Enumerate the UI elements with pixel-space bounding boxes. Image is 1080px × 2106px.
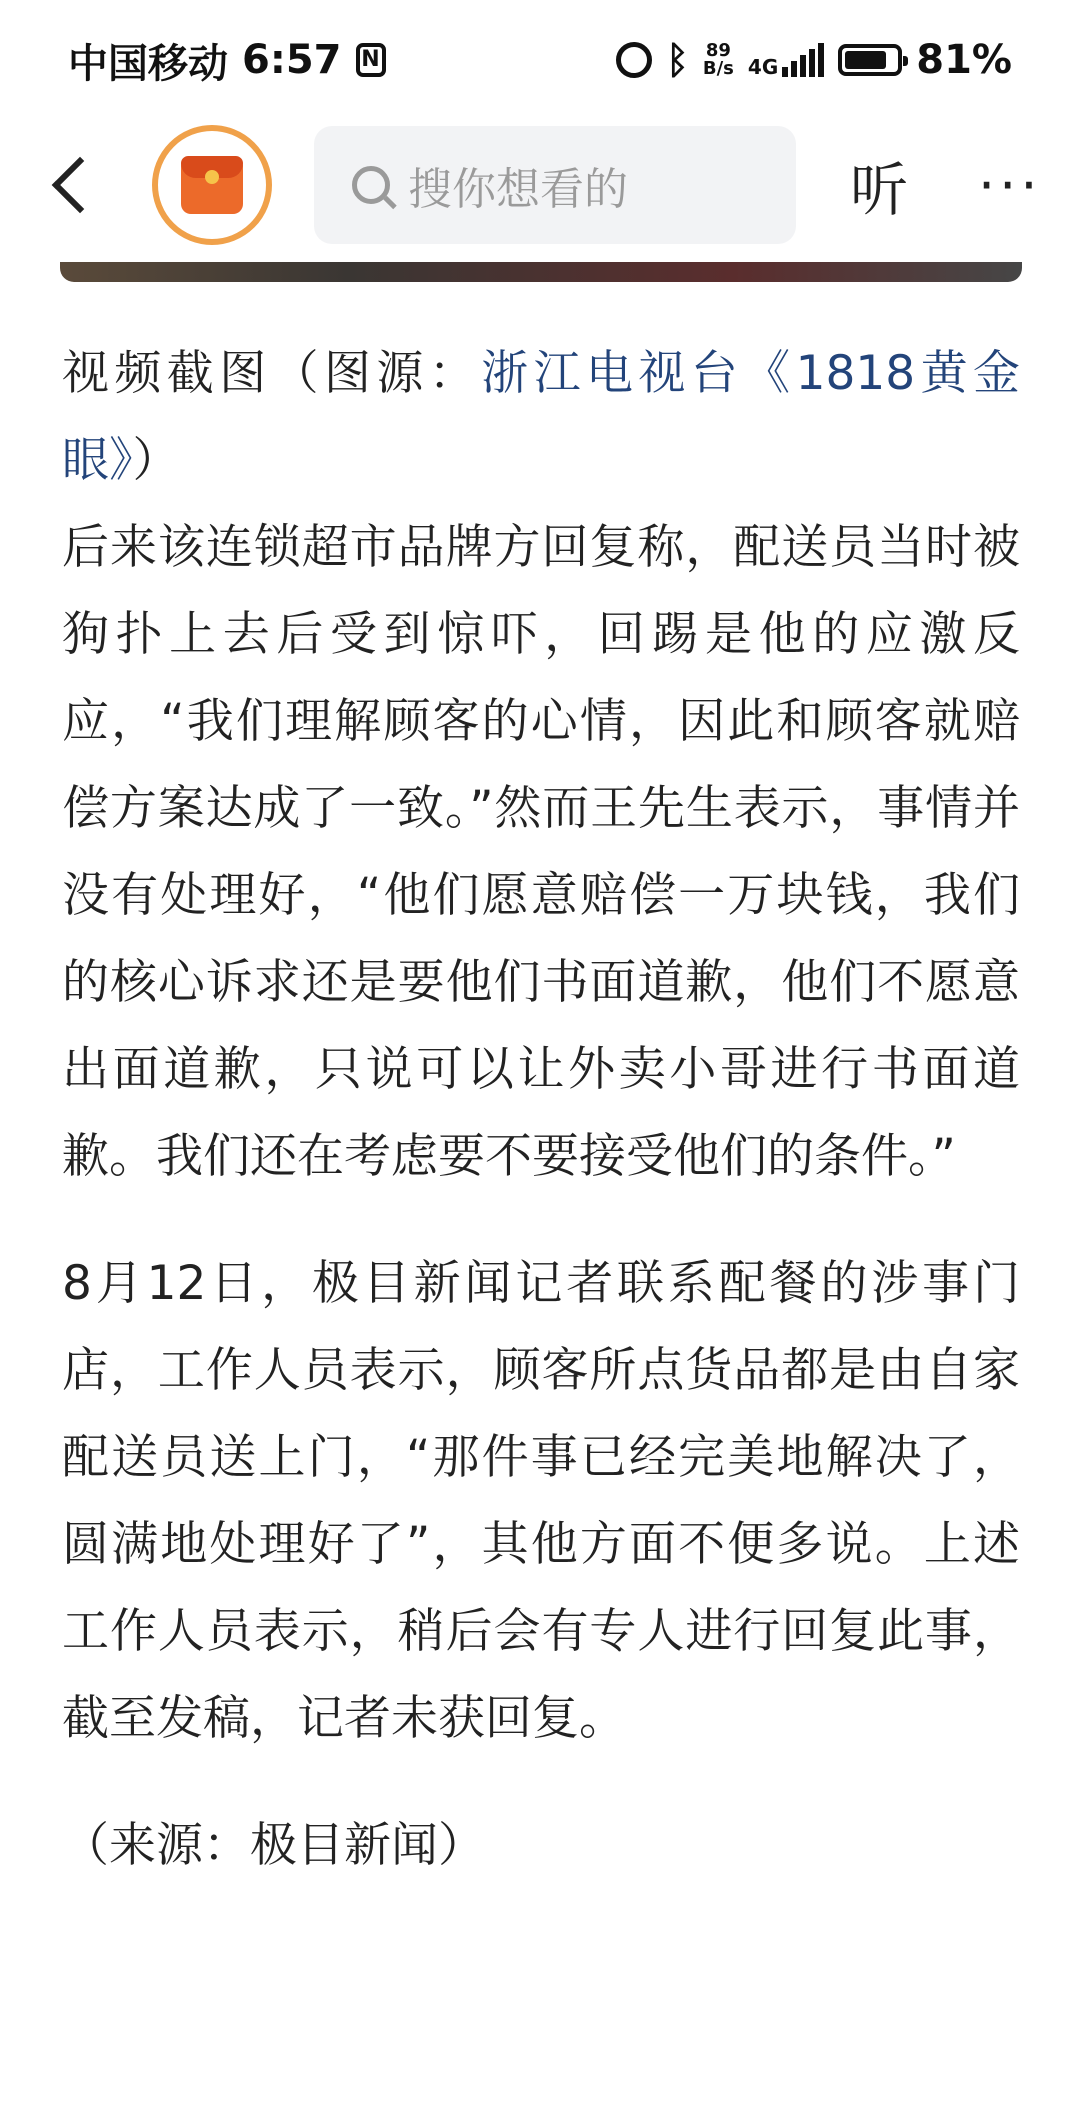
search-icon — [352, 166, 390, 204]
red-packet-icon — [181, 156, 243, 214]
network-type: 4G — [747, 55, 779, 79]
status-left — [68, 32, 386, 89]
battery-fill — [845, 51, 886, 69]
status-bar — [0, 0, 1080, 120]
battery-icon — [838, 44, 902, 76]
caption-prefix: 视频截图（图源： — [62, 346, 482, 401]
battery-percent: 81% — [916, 37, 1012, 83]
article-paragraph: 8月12日，极目新闻记者联系配餐的涉事门店，工作人员表示，顾客所点货品都是由自家配送员送上门，“那件事已经完美地解决了，圆满地处理好了”，其他方面不便多说。上述工作人员表示，稍后会有专人进行回复此事，截至发稿，记者未获回复。 — [62, 1256, 1020, 1746]
carrier-name: 中国移动 — [68, 40, 228, 87]
caption-source-link[interactable]: 浙江电视台《1818黄金眼》 — [62, 346, 1020, 488]
network-speed — [703, 42, 734, 78]
article-body — [62, 330, 1020, 1889]
more-icon[interactable]: ··· — [978, 153, 1042, 217]
listen-button[interactable]: 听 — [850, 156, 909, 224]
bluetooth-icon: ᛒ — [666, 38, 689, 82]
search-input[interactable] — [314, 126, 796, 244]
article-image[interactable] — [60, 262, 1022, 282]
status-time: 6:57 — [242, 37, 342, 83]
article-source: （来源：极目新闻） — [62, 1818, 485, 1873]
top-toolbar — [0, 120, 1080, 250]
network-speed-unit: B/s — [702, 58, 734, 79]
alarm-icon — [616, 42, 652, 78]
cellular-signal — [748, 43, 824, 77]
signal-bars-icon — [782, 43, 824, 77]
status-right — [616, 37, 1012, 83]
red-packet-button[interactable] — [152, 125, 272, 245]
article-paragraph: 后来该连锁超市品牌方回复称，配送员当时被狗扑上去后受到惊吓，回踢是他的应激反应，“我们理解顾客的心情，因此和顾客就赔偿方案达成了一致。”然而王先生表示，事情并没有处理好，“他们愿意赔偿一万块钱，我们的核心诉求还是要他们书面道歉，他们不愿意出面道歉，只说可以让外卖小哥进行书面道歉。我们还在考虑要不要接受他们的条件。” — [62, 520, 1020, 1184]
search-placeholder: 搜你想看的 — [408, 164, 628, 215]
network-speed-value: 89 — [705, 40, 731, 61]
image-caption — [62, 330, 1020, 504]
caption-suffix: ） — [132, 433, 180, 488]
nfc-icon: N — [356, 43, 386, 77]
back-icon[interactable] — [52, 157, 109, 214]
